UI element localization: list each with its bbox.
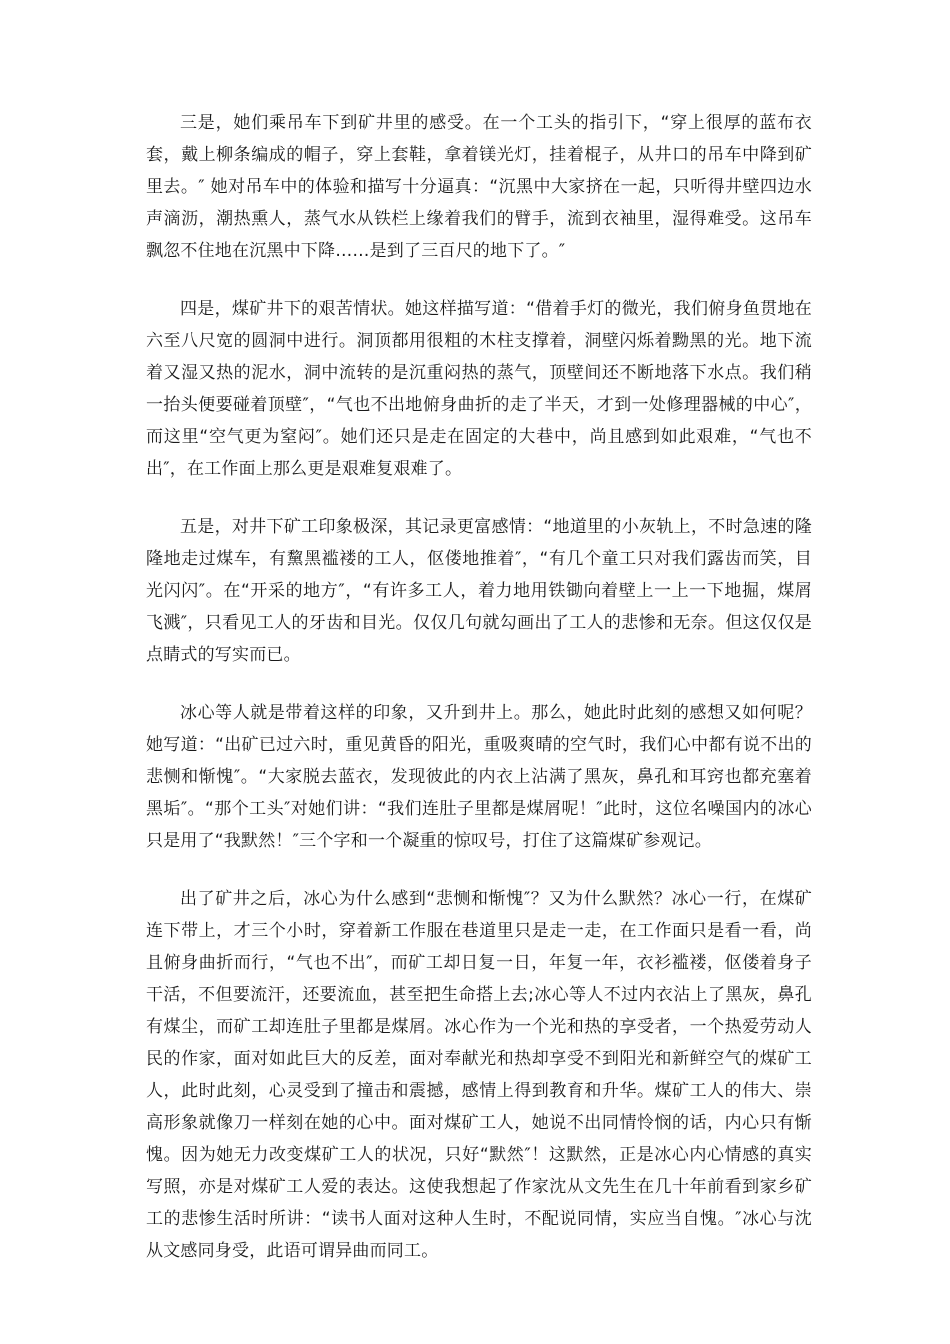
paragraph-4: 冰心等人就是带着这样的印象，又升到井上。那么，她此时此刻的感想又如何呢？她写道：“出矿已过六时，重见黄昏的阳光，重吸爽晴的空气时，我们心中都有说不出的悲恻和惭愧″。“大家脱去蓝衣，发现彼此的内衣上沾满了黑灰，鼻孔和耳窍也都充塞着黑垢″。“那个工头″对她们讲：“我们连肚子里都是煤屑呢！″此时，这位名噪国内的冰心只是用了“我默然！″三个字和一个凝重的惊叹号，打住了这篇煤矿参观记。 [146,703,812,851]
paragraph-2: 四是，煤矿井下的艰苦情状。她这样描写道：“借着手灯的微光，我们俯身鱼贯地在六至八尺宽的圆洞中进行。洞顶都用很粗的木柱支撑着，洞壁闪烁着黝黑的光。地下流着又湿又热的泥水，洞中流转的是沉重闷热的蒸气，顶壁间还不断地落下水点。我们稍一抬头便要碰着顶壁″，“气也不出地俯身曲折的走了半天，才到一处修理器械的中心″，而这里“空气更为窒闷″。她们还只是走在固定的大巷中，尚且感到如此艰难，“气也不出″，在工作面上那么更是艰难复艰难了。 [146,299,812,479]
article-body [146,107,812,1293]
paragraph-5: 出了矿井之后，冰心为什么感到“悲恻和惭愧″？又为什么默然？冰心一行，在煤矿连下带上，才三个小时，穿着新工作服在巷道里只是走一走，在工作面只是看一看，尚且俯身曲折而行，“气也不出″，而矿工却日复一日，年复一年，衣衫褴褛，伛偻着身子干活，不但要流汗，还要流血，甚至把生命搭上去;冰心等人不过内衣沾上了黑灰，鼻孔有煤尘，而矿工却连肚子里都是煤屑。冰心作为一个光和热的享受者，一个热爱劳动人民的作家，面对如此巨大的反差，面对奉献光和热却享受不到阳光和新鲜空气的煤矿工人，此时此刻，心灵受到了撞击和震撼，感情上得到教育和升华。煤矿工人的伟大、崇高形象就像刀一样刻在她的心中。面对煤矿工人，她说不出同情怜悯的话，内心只有惭愧。因为她无力改变煤矿工人的状况，只好“默然″！这默然，正是冰心内心情感的真实写照，亦是对煤矿工人爱的表达。这使我想起了作家沈从文先生在几十年前看到家乡矿工的悲惨生活时所讲：“读书人面对这种人生时，不配说同情，实应当自愧。″冰心与沈从文感同身受，此语可谓异曲而同工。 [146,889,812,1261]
paragraph-3: 五是，对井下矿工印象极深，其记录更富感情：“地道里的小灰轨上，不时急速的隆隆地走过煤车，有黧黑褴褛的工人，伛偻地推着″，“有几个童工只对我们露齿而笑，目光闪闪″。在“开采的地方″，“有许多工人，着力地用铁锄向着壁上一上一下地掘，煤屑飞溅″，只看见工人的牙齿和目光。仅仅几句就勾画出了工人的悲惨和无奈。但这仅仅是点睛式的写实而已。 [146,517,812,665]
paragraph-1: 三是，她们乘吊车下到矿井里的感受。在一个工头的指引下，“穿上很厚的蓝布衣套，戴上柳条编成的帽子，穿上套鞋，拿着镁光灯，挂着棍子，从井口的吊车中降到矿里去。″ 她对吊车中的体验和描写十分逼真：“沉黑中大家挤在一起，只听得井壁四边水声滴沥，潮热熏人，蒸气水从铁栏上缘着我们的臂手，流到衣袖里，湿得难受。这吊车飘忽不住地在沉黑中下降……是到了三百尺的地下了。″ [146,113,812,261]
